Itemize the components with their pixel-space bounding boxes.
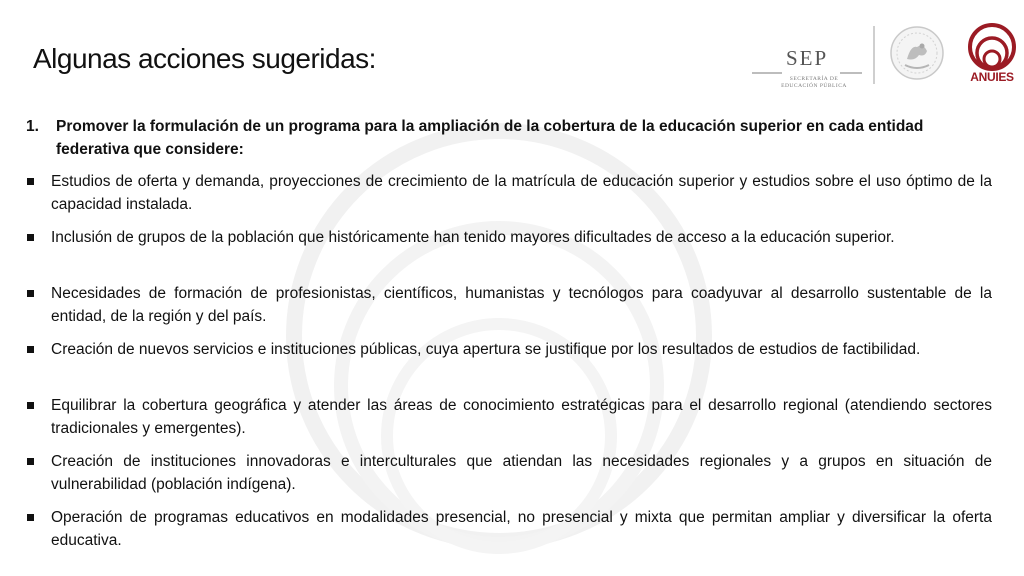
- sep-logo-subtitle: [766, 76, 862, 90]
- slide-title: Algunas acciones sugeridas:: [33, 43, 376, 74]
- bullet-text: Inclusión de grupos de la población que históricamente han tenido mayores dificultades de acceso a la educación superior.: [51, 229, 895, 246]
- sep-logo-subtitle-line1: SECRETARÍA DE: [789, 76, 839, 82]
- bullet-text: Creación de instituciones innovadoras e interculturales que atiendan las necesidades regionales y a grupos en situación de vulnerabilidad (población indígena).: [51, 453, 992, 493]
- square-bullet-icon: [27, 178, 34, 185]
- sep-logo-bar-left: [752, 72, 782, 74]
- bullet-item: [26, 226, 992, 272]
- sep-logo-bar-right: [840, 72, 862, 74]
- anuies-rings-icon: [964, 22, 1020, 72]
- bullet-text: Creación de nuevos servicios e instituciones públicas, cuya apertura se justifique por los resultados de estudios de factibilidad.: [51, 341, 921, 358]
- bullet-item: [26, 170, 992, 216]
- bullet-item: [26, 506, 992, 552]
- bullet-text: Operación de programas educativos en modalidades presencial, no presencial y mixta que permitan ampliar y diversificar la oferta educativa.: [51, 509, 992, 549]
- bullet-item: [26, 450, 992, 496]
- square-bullet-icon: [27, 514, 34, 521]
- square-bullet-icon: [27, 402, 34, 409]
- logo-divider: [873, 26, 875, 84]
- bullet-item: [26, 282, 992, 328]
- bullet-text: Equilibrar la cobertura geográfica y atender las áreas de conocimiento estratégicas para el desarrollo regional (atendiendo sectores tradicionales y emergentes).: [51, 397, 992, 437]
- bullet-item: [26, 394, 992, 440]
- numbered-item-1: [26, 115, 966, 161]
- square-bullet-icon: [27, 346, 34, 353]
- bullet-text: Estudios de oferta y demanda, proyecciones de crecimiento de la matrícula de educación superior y estudios sobre el uso óptimo de la capacidad instalada.: [51, 173, 992, 213]
- square-bullet-icon: [27, 458, 34, 465]
- sep-logo-subtitle-line2: EDUCACIÓN PÚBLICA: [781, 83, 847, 89]
- item-text: Promover la formulación de un programa para la ampliación de la cobertura de la educación superior en cada entidad federativa que considere:: [56, 118, 924, 158]
- square-bullet-icon: [27, 290, 34, 297]
- sep-logo: [752, 32, 864, 90]
- bullet-text: Necesidades de formación de profesionistas, científicos, humanistas y tecnólogos para coadyuvar al desarrollo sustentable de la entidad, de la región y del país.: [51, 285, 992, 325]
- anuies-logo-text: ANUIES: [970, 70, 1014, 84]
- national-seal-icon: [889, 25, 945, 81]
- header-logos: [750, 20, 1024, 90]
- square-bullet-icon: [27, 234, 34, 241]
- sep-logo-text: SEP: [786, 46, 829, 70]
- anuies-logo: [964, 22, 1020, 88]
- bullet-item: [26, 338, 992, 384]
- item-number: 1.: [26, 118, 39, 135]
- bullet-list: [26, 170, 992, 562]
